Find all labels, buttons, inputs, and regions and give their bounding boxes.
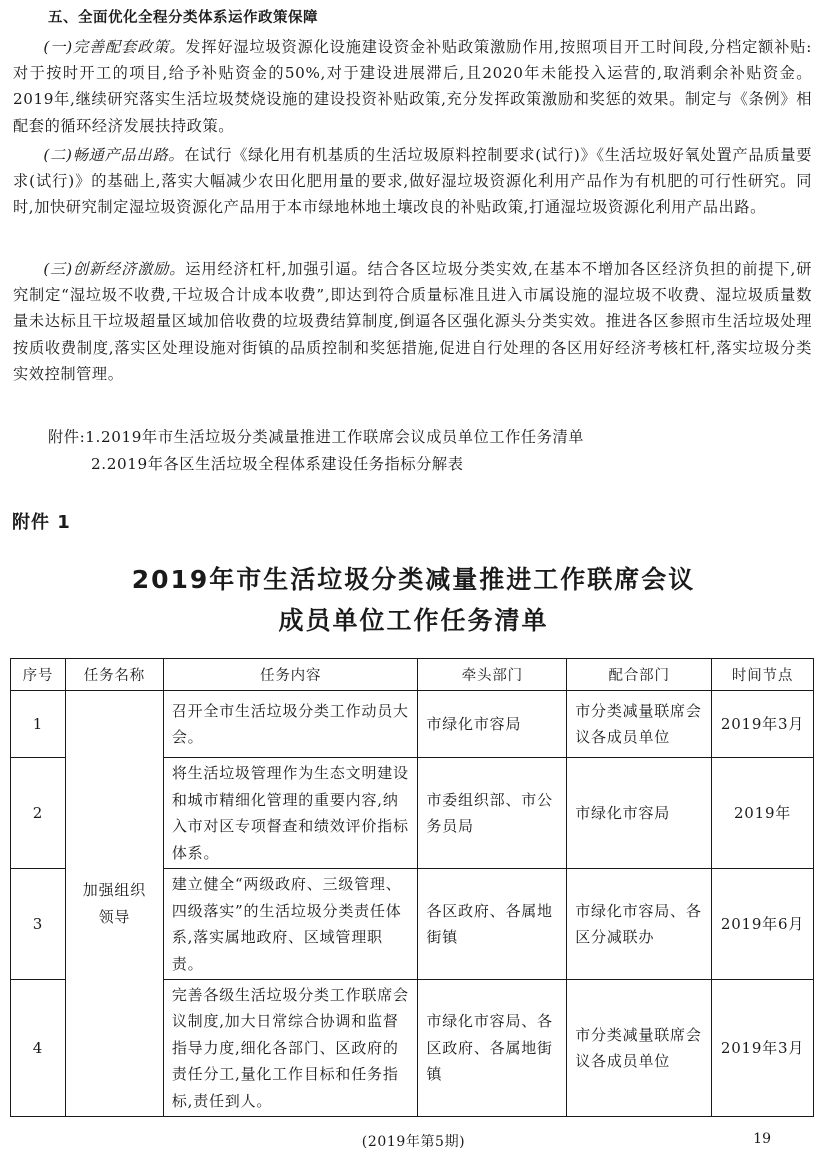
row-coop-dept: 市绿化市容局、各区分减联办 bbox=[567, 869, 712, 980]
row-coop-dept: 市绿化市容局 bbox=[567, 758, 712, 869]
row-deadline: 2019年3月 bbox=[712, 980, 814, 1117]
paragraph-incentives bbox=[13, 256, 812, 387]
paragraph-text: 在试行《绿化用有机基质的生活垃圾原料控制要求(试行)》《生活垃圾好氧处置产品质量要求(试行)》的基础上,落实大幅减少农田化肥用量的要求,做好湿垃圾资源化利用产品作为有机肥的可行性研究。同时,加快研究制定湿垃圾资源化产品用于本市绿地林地土壤改良的补贴政策,打通湿垃圾资源化利用产品出路。 bbox=[13, 146, 812, 217]
annex-title-line-1: 2019年市生活垃圾分类减量推进工作联席会议 bbox=[131, 565, 696, 594]
header-task-name: 任务名称 bbox=[65, 659, 163, 691]
paragraph-products bbox=[13, 142, 812, 221]
header-no: 序号 bbox=[11, 659, 66, 691]
paragraph-text: 发挥好湿垃圾资源化设施建设资金补贴政策激励作用,按照项目开工时间段,分档定额补贴:对于按时开工的项目,给予补贴资金的50%,对于建设进展滞后,且2020年未能投入运营的,取消剩余补贴资金。2019年,继续研究落实生活垃圾焚烧设施的建设投资补贴政策,充分发挥政策激励和奖惩的效果。制定与《条例》相配套的循环经济发展扶持政策。 bbox=[13, 38, 812, 135]
annex-title-line-2: 成员单位工作任务清单 bbox=[278, 606, 549, 635]
row-lead-dept: 市绿化市容局 bbox=[418, 691, 567, 758]
paragraph-lead: (二)畅通产品出路。 bbox=[43, 146, 185, 164]
header-lead-dept: 牵头部门 bbox=[418, 659, 567, 691]
row-content: 完善各级生活垃圾分类工作联席会议制度,加大日常综合协调和监督指导力度,细化各部门、区政府的责任分工,量化工作目标和任务指标,责任到人。 bbox=[163, 980, 418, 1117]
row-coop-dept: 市分类减量联席会议各成员单位 bbox=[567, 980, 712, 1117]
row-no: 4 bbox=[11, 980, 66, 1117]
row-deadline: 2019年6月 bbox=[712, 869, 814, 980]
task-table bbox=[10, 658, 814, 1117]
task-name-cell: 加强组织领导 bbox=[65, 691, 163, 1117]
section-heading: 五、全面优化全程分类体系运作政策保障 bbox=[48, 10, 318, 26]
footer-issue: (2019年第5期) bbox=[361, 1134, 466, 1150]
attachment-item-1: 附件:1.2019年市生活垃圾分类减量推进工作联席会议成员单位工作任务清单 bbox=[48, 428, 585, 446]
row-deadline: 2019年3月 bbox=[712, 691, 814, 758]
row-no: 1 bbox=[11, 691, 66, 758]
annex-label: 附件 1 bbox=[12, 512, 71, 533]
paragraph-policy bbox=[13, 34, 812, 139]
row-no: 2 bbox=[11, 758, 66, 869]
row-lead-dept: 市委组织部、市公务员局 bbox=[418, 758, 567, 869]
row-coop-dept: 市分类减量联席会议各成员单位 bbox=[567, 691, 712, 758]
row-no: 3 bbox=[11, 869, 66, 980]
header-coop-dept: 配合部门 bbox=[567, 659, 712, 691]
table-header-row bbox=[11, 659, 814, 691]
row-lead-dept: 各区政府、各属地街镇 bbox=[418, 869, 567, 980]
row-deadline: 2019年 bbox=[712, 758, 814, 869]
row-lead-dept: 市绿化市容局、各区政府、各属地街镇 bbox=[418, 980, 567, 1117]
paragraph-lead: (三)创新经济激励。 bbox=[43, 260, 186, 278]
header-task-content: 任务内容 bbox=[163, 659, 418, 691]
attachment-list bbox=[48, 424, 584, 478]
header-deadline: 时间节点 bbox=[712, 659, 814, 691]
attachment-item-2: 2.2019年各区生活垃圾全程体系建设任务指标分解表 bbox=[91, 455, 464, 473]
row-content: 建立健全“两级政府、三级管理、四级落实”的生活垃圾分类责任体系,落实属地政府、区域管理职责。 bbox=[163, 869, 418, 980]
page-number: 19 bbox=[753, 1131, 771, 1147]
paragraph-lead: (一)完善配套政策。 bbox=[43, 38, 186, 56]
paragraph-text: 运用经济杠杆,加强引逼。结合各区垃圾分类实效,在基本不增加各区经济负担的前提下,研究制定“湿垃圾不收费,干垃圾合计成本收费”,即达到符合质量标准且进入市属设施的湿垃圾不收费、湿垃圾质量数量未达标且干垃圾超量区域加倍收费的垃圾费结算制度,倒逼各区强化源头分类实效。推进各区参照市生活垃圾处理按质收费制度,落实区处理设施对街镇的品质控制和奖惩措施,促进自行处理的各区用好经济考核杠杆,落实垃圾分类实效控制管理。 bbox=[13, 260, 812, 383]
row-content: 召开全市生活垃圾分类工作动员大会。 bbox=[163, 691, 418, 758]
table-row bbox=[11, 691, 814, 758]
row-content: 将生活垃圾管理作为生态文明建设和城市精细化管理的重要内容,纳入市对区专项督查和绩效评价指标体系。 bbox=[163, 758, 418, 869]
